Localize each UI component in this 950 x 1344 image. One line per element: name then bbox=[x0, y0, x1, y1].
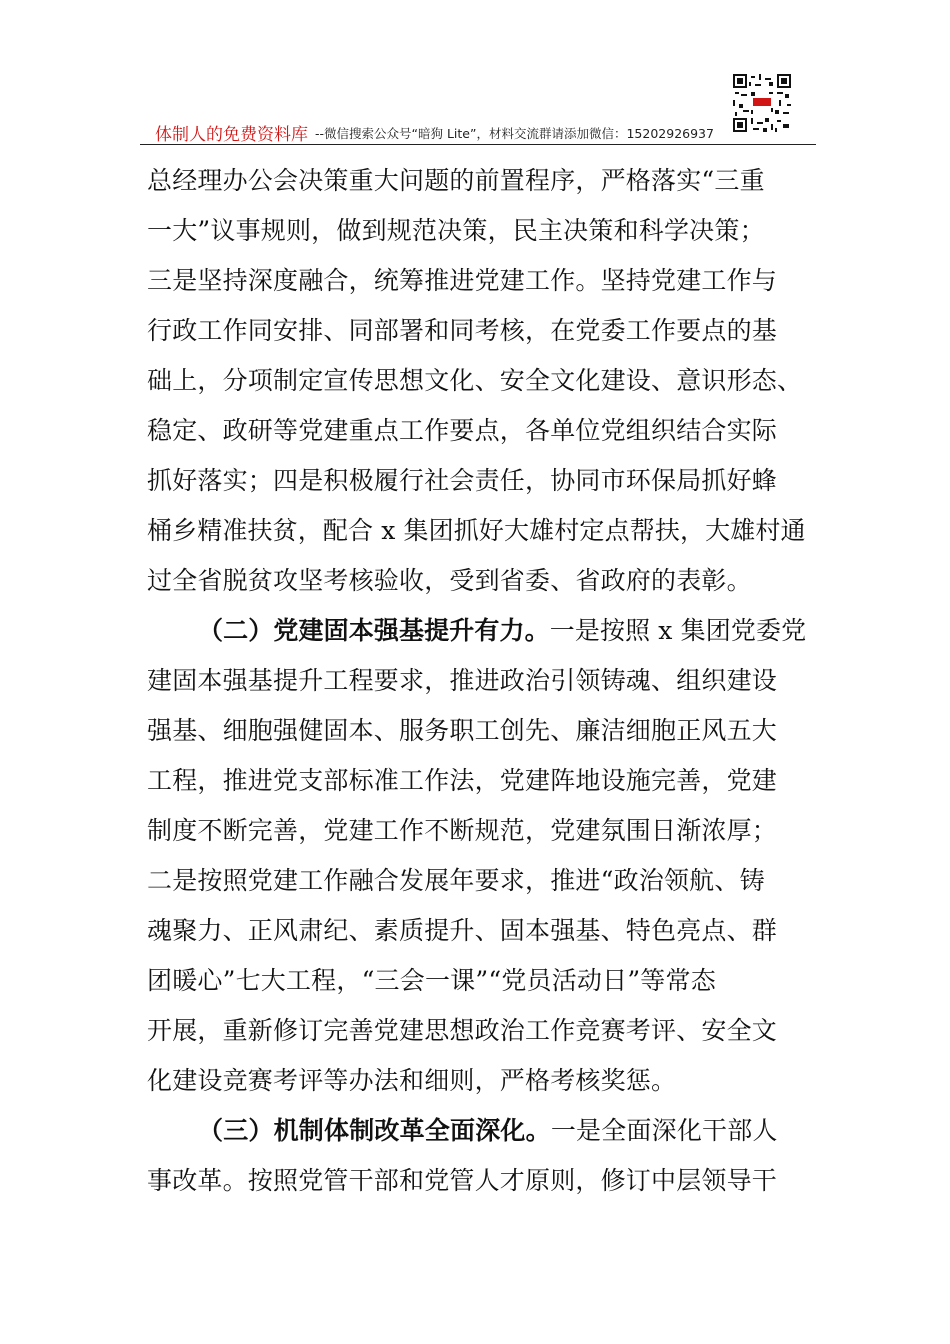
text-line: 过全省脱贫攻坚考核验收，受到省委、省政府的表彰。 bbox=[147, 566, 752, 595]
text-line: 一大”议事规则，做到规范决策，民主决策和科学决策； bbox=[147, 216, 765, 245]
text-line: 制度不断完善，党建工作不断规范，党建氛围日渐浓厚； bbox=[147, 816, 778, 845]
text-line: 总经理办公会决策重大问题的前置程序，严格落实“三重 bbox=[147, 166, 765, 195]
text-line: （二）党建固本强基提升有力。一是按照 x 集团党委党 bbox=[198, 616, 807, 645]
brand-title: 体制人的免费资料库 bbox=[155, 125, 308, 145]
text-line: （三）机制体制改革全面深化。一是全面深化干部人 bbox=[198, 1116, 778, 1145]
section-heading: （三）机制体制改革全面深化。 bbox=[198, 1116, 551, 1145]
header-note: --微信搜索公众号“暗狗 Lite”，材料交流群请添加微信：15202926937 bbox=[315, 126, 714, 141]
text-line: 抓好落实；四是积极履行社会责任，协同市环保局抓好蜂 bbox=[147, 466, 778, 495]
section-heading: （二）党建固本强基提升有力。 bbox=[198, 616, 550, 645]
text-line: 化建设竞赛考评等办法和细则，严格考核奖惩。 bbox=[147, 1066, 677, 1095]
text-line: 础上，分项制定宣传思想文化、安全文化建设、意识形态、 bbox=[147, 366, 803, 395]
text-line: 工程，推进党支部标准工作法，党建阵地设施完善，党建 bbox=[147, 766, 778, 795]
qr-code-icon bbox=[733, 74, 791, 132]
page-header bbox=[140, 118, 816, 145]
text-line: 建固本强基提升工程要求，推进政治引领铸魂、组织建设 bbox=[147, 666, 778, 695]
text-line: 二是按照党建工作融合发展年要求，推进“政治领航、铸 bbox=[147, 866, 765, 895]
text-line: 开展，重新修订完善党建思想政治工作竞赛考评、安全文 bbox=[147, 1016, 778, 1045]
text-line: 强基、细胞强健固本、服务职工创先、廉洁细胞正风五大 bbox=[147, 716, 778, 745]
text-line: 魂聚力、正风肃纪、素质提升、固本强基、特色亮点、群 bbox=[147, 916, 778, 945]
text-line: 团暖心”七大工程，“三会一课”“党员活动日”等常态 bbox=[147, 966, 716, 995]
text-line: 三是坚持深度融合，统筹推进党建工作。坚持党建工作与 bbox=[147, 266, 778, 295]
text-line: 桶乡精准扶贫，配合 x 集团抓好大雄村定点帮扶，大雄村通 bbox=[147, 516, 806, 545]
text-line: 事改革。按照党管干部和党管人才原则，修订中层领导干 bbox=[147, 1166, 778, 1195]
text-line: 稳定、政研等党建重点工作要点，各单位党组织结合实际 bbox=[147, 416, 778, 445]
text-line: 行政工作同安排、同部署和同考核，在党委工作要点的基 bbox=[147, 316, 778, 345]
